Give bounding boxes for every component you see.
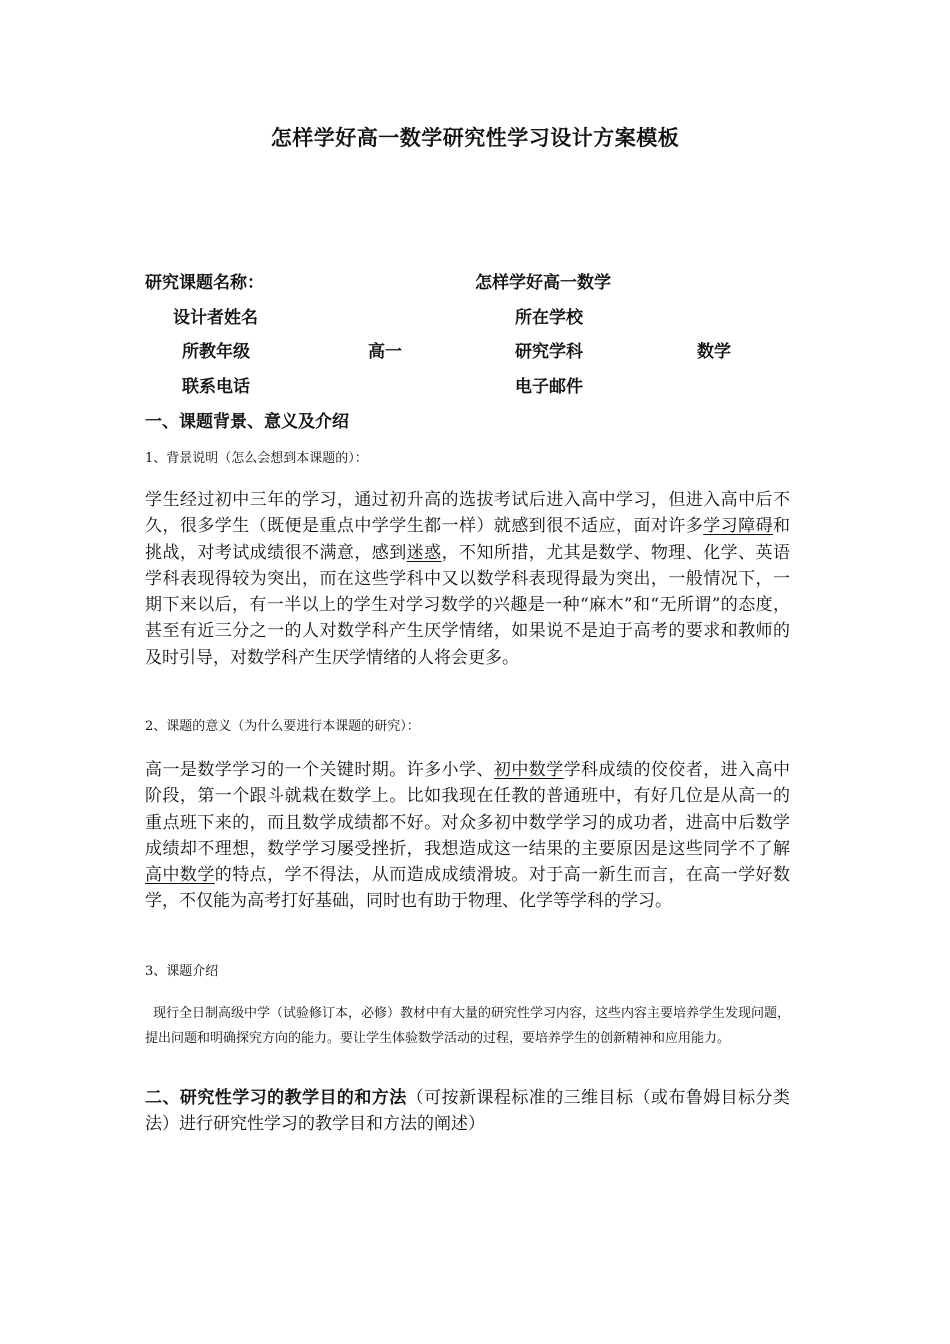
grade-label: 所教年级 xyxy=(182,342,250,362)
email-label: 电子邮件 xyxy=(515,377,583,397)
significance-paragraph xyxy=(145,757,790,915)
significance-text-b: 学科成绩的佼佼者，进入高中阶段，第一个跟斗就栽在数学上。比如我现在任教的普通班中，有好几位是从高一的重点班下来的，而且数学成绩都不好。对众多初中数学学习的成功者，进高中后数学成绩却不理想，数学学习屡受挫折，我想造成这一结果的主要原因是这些同学不了解 xyxy=(145,760,791,859)
learning-obstacles-link[interactable]: 学习障碍 xyxy=(703,516,774,537)
phone-label: 联系电话 xyxy=(182,377,250,397)
background-heading: 1、背景说明（怎么会想到本课题的）： xyxy=(145,451,368,466)
school-label: 所在学校 xyxy=(515,308,583,328)
topic-label: 研究课题名称： xyxy=(145,273,264,293)
section2-heading: 二、研究性学习的教学目的和方法 xyxy=(145,1088,407,1108)
significance-heading: 2、课题的意义（为什么要进行本课题的研究）： xyxy=(145,719,420,734)
introduction-paragraph: 现行全日制高级中学（试验修订本，必修）教材中有大量的研究性学习内容，这些内容主要培养学生发现问题，提出问题和明确探究方向的能力。要让学生体验数学活动的过程，要培养学生的创新精神和应用能力。 xyxy=(145,1006,791,1046)
section2-heading-block xyxy=(145,1085,790,1137)
confusion-link[interactable]: 迷惑 xyxy=(406,542,442,563)
significance-text-c: 的特点，学不得法，从而造成成绩滑坡。对于高一新生而言，在高一学好数学，不仅能为高考打好基础，同时也有助于物理、化学等学科的学习。 xyxy=(145,865,791,912)
junior-math-link[interactable]: 初中数学 xyxy=(493,760,564,780)
background-text-b: 和挑战，对考试成绩很不满意，感到 xyxy=(145,516,791,563)
background-paragraph xyxy=(145,487,790,671)
subject-label: 研究学科 xyxy=(515,342,583,362)
subject-value: 数学 xyxy=(697,342,731,362)
background-text-a: 学生经过初中三年的学习，通过初升高的选拔考试后进入高中学习，但进入高中后不久，很多学生（既便是重点中学学生都一样）就感到很不适应，面对许多 xyxy=(145,490,790,537)
section1-heading: 一、课题背景、意义及介绍 xyxy=(145,412,349,432)
topic-value: 怎样学好高一数学 xyxy=(475,273,611,293)
senior-math-link[interactable]: 高中数学 xyxy=(145,865,215,886)
significance-text-a: 高一是数学学习的一个关键时期。许多小学、 xyxy=(145,760,494,780)
grade-value: 高一 xyxy=(368,342,402,362)
section2-note: （可按新课程标准的三维目标（或布鲁姆目标分类法）进行研究性学习的教学目和方法的阐述） xyxy=(145,1088,791,1134)
background-text-c: ，不知所措，尤其是数学、物理、化学、英语学科表现得较为突出，而在这些学科中又以数学科表现得最为突出，一般情况下，一期下来以后，有一半以上的学生对学习数学的兴趣是一种“麻木”和“无所谓”的态度，甚至有近三分之一的人对数学科产生厌学情绪，如果说不是迫于高考的要求和教师的及时引导，对数学科产生厌学情绪的人将会更多。 xyxy=(145,542,791,668)
introduction-heading: 3、课题介绍 xyxy=(145,964,219,979)
designer-label: 设计者姓名 xyxy=(173,308,258,328)
document-title: 怎样学好高一数学研究性学习设计方案模板 xyxy=(270,125,680,150)
